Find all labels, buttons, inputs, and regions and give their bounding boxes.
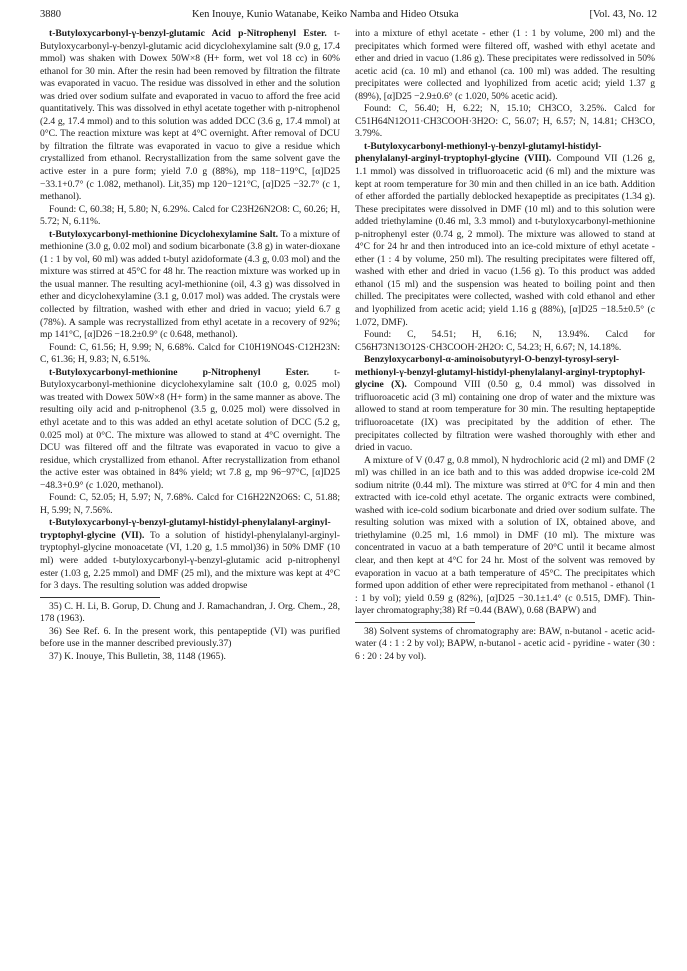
right-body — [355, 28, 655, 618]
footnote-rule — [355, 622, 475, 623]
body-text: Found: C, 52.05; H, 5.97; N, 7.68%. Calcd for C16H22N2O6S: C, 51.88; H, 5.99; N, 7.56%. — [40, 492, 340, 516]
left-body — [40, 28, 340, 593]
paragraph — [40, 492, 340, 517]
paragraph — [355, 354, 655, 454]
body-text: Compound VIII (0.50 g, 0.4 mmol) was dissolved in trifluoroacetic acid (3 ml) containing one drop of water and the mixture was allowed to stand at room temperature for 30 min. The resulting heptapeptide trifluoroacetate (IX) was precipitated by the addition of ether. The precipitates collected by filtration were washed thoroughly with ether and dried in vacuo. — [355, 379, 655, 454]
paragraph — [355, 141, 655, 329]
body-text: into a mixture of ethyl acetate - ether (1 : 1 by volume, 200 ml) and the precipitates which formed were filtered off, washed with ethyl acetate and ether and dried in vacuo (1.86 g). These precipitates were redissolved in 50% acetic acid (ca. 10 ml) and ethanol (ca. 100 ml) was added. The resulting precipitates were collected and lyophilized from acetic acid; yield 1.37 g (89%), [α]D25 −2.9±0.6° (c 1.020, 50% acetic acid). — [355, 28, 655, 102]
body-text: Found: C, 54.51; H, 6.16; N, 13.94%. Calcd for C56H73N13O12S·CH3COOH·2H2O: C, 54.23; H, 6.67; N, 14.18%. — [355, 329, 655, 353]
right-footnotes — [355, 622, 655, 664]
paragraph — [40, 204, 340, 229]
footnote-38: 38) Solvent systems of chromatography are: BAW, n-butanol - acetic acid-water (4 : 1 : 2 by vol); BAPW, n-butanol - acetic acid - pyridine - water (30 : 6 : 20 : 24 by vol). — [355, 625, 655, 662]
footnote-rule — [40, 597, 160, 598]
body-text: To a mixture of methionine (3.0 g, 0.02 mol) and sodium bicarbonate (3.8 g) in water-dioxane (1 : 1 by vol, 60 ml) was added t-butyl azidoformate (4.3 g, 0.03 mol) and the mixture was stirred at 45°C for 48 hr. The reaction mixture was worked up in the usual manner. The resulting acyl-methionine (oil, 4.3 g) was dissolved in ether and dicyclohexylamine (3.1 g, 0.017 mol) was added. The crystals were collected by filtration, washed with ether and dried in vacuo; yield 6.7 g (78%). A sample was recrystallized from ethyl acetate in a recovery of 92%; mp 141°C, [α]D26 −18.2±0.9° (c 0.648, methanol). — [40, 228, 340, 341]
page-number: 3880 — [40, 9, 61, 20]
paragraph — [40, 229, 340, 342]
section-heading: t-Butyloxycarbonyl-methionine p-Nitrophenyl Ester. — [49, 366, 335, 378]
left-column — [40, 28, 340, 663]
body-text: t-Butyloxycarbonyl-γ-benzyl-glutamic acid dicyclohexylamine salt (9.0 g, 17.4 mmol) was shaken with Dowex 50W×8 (H+ form, wet vol 18 cc) in 60% ethanol for 30 min. After the resin had been removed by filtration the filtrate was evaporated in vacuo. The residue was dissolved in ether and the solution was dried over sodium sulfate and evaporated in vacuo to afford the free acid quantitatively. This was dissolved in ethyl acetate together with p-nitrophenol (2.4 g, 17.4 mmol) and to this solution was added DCC (3.6 g, 17.4 mmol) at 0°C. The reaction mixture was kept at 4°C overnight. After removal of DCU by filtration the filtrate was evaporated in vacuo to give a residue which crystallized from ethanol. Recrystallization from the same solvent gave the active ester in a pure form; yield 7.0 g (88%), mp 118−119°C, [α]D25 −33.1+0.7° (c 1.082, methanol). Lit,35) mp 120−121°C, [α]D25 −32.7° (c 1, methanol). — [40, 28, 340, 203]
paragraph — [355, 455, 655, 618]
running-authors: Ken Inouye, Kunio Watanabe, Keiko Namba and Hideo Otsuka — [191, 9, 459, 20]
paragraph — [40, 28, 340, 204]
section-heading: t-Butyloxycarbonyl-methionyl-γ-benzyl-glutamyl-histidyl-phenylalanyl-arginyl-tryptophyl-glycine (VIII). — [355, 140, 602, 165]
paragraph — [40, 342, 340, 367]
section-heading: t-Butyloxycarbonyl-γ-benzyl-glutamic Acid p-Nitrophenyl Ester. — [49, 28, 335, 39]
section-heading: Benzyloxycarbonyl-α-aminoisobutyryl-O-benzyl-tyrosyl-seryl-methionyl-γ-benzyl-glutamyl-histidyl-phenylalanyl-arginyl-tryptophyl-glycine (X). — [355, 354, 646, 391]
footnote-35: 35) C. H. Li, B. Gorup, D. Chung and J. Ramachandran, J. Org. Chem., 28, 178 (1963). — [40, 600, 340, 625]
body-text: Found: C, 60.38; H, 5.80; N, 6.29%. Calcd for C23H26N2O8: C, 60.26; H, 5.72; N, 6.11%. — [40, 203, 340, 228]
footnote-36: 36) See Ref. 6. In the present work, this pentapeptide (VI) was purified before use in the manner described previously.37) — [40, 625, 340, 650]
footnote-37: 37) K. Inouye, This Bulletin, 38, 1148 (1965). — [49, 650, 226, 662]
body-text: To a solution of histidyl-phenylalanyl-arginyl-tryptophyl-glycine monoacetate (VI, 1.20 g, 1.5 mmol)36) in 50% DMF (10 ml) were added t-butyloxycarbonyl-γ-benzyl-glutamic acid p-nitrophenyl ester (1.03 g, 2.25 mmol) and DMF (25 ml), and the mixture was kept at 4°C for 3 days. The resulting solution was added dropwise — [40, 529, 340, 592]
body-text: Found: C, 56.40; H, 6.22; N, 15.10; CH3CO, 3.25%. Calcd for C51H64N12O11·CH3COOH·3H2O: C, 56.07; H, 6.57; N, 14.81; CH3CO, 3.79%. — [355, 103, 655, 140]
paragraph — [355, 103, 655, 141]
body-text: t-Butyloxycarbonyl-methionine dicyclohexylamine salt (10.0 g, 0.025 mol) was treated with Dowex 50W×8 (H+ form) in the same manner as above. The resulting oily acid and p-nitrophenol (3.5 g, 0.025 mol) were dissolved in ethyl acetate and to this was added an ethyl acetate solution of DCC (5.2 g, 0.025 mol) at 0°C. The mixture was allowed to stand at 4°C overnight. The DCU was filtered off and the filtrate was evaporated in vacuo to give a residue, which crystallized from ethanol. After recrystallization from ethanol the active ester was obtained in 84% yield; wt 7.8 g, mp 96−97°C, [α]D25 −48.3+0.9° (c 1.020, methanol). — [40, 366, 340, 491]
paragraph — [40, 367, 340, 492]
right-column — [355, 28, 655, 663]
section-heading: t-Butyloxycarbonyl-methionine Dicyclohexylamine Salt. — [49, 228, 281, 240]
body-text: A mixture of V (0.47 g, 0.8 mmol), N hydrochloric acid (2 ml) and DMF (2 ml) was chilled in an ice bath and to this was added dropwise ice-cold 2M sodium nitrite (0.44 ml). The mixture was stirred at 0°C for 4 min and then extracted with ice-cold ethyl acetate. The organic extracts were combined, washed with ice-cold sodium bicarbonate and dried over sodium sulfate. The resulting solution was mixed with a solution of IX, obtained above, and triethylamine (0.25 ml, 1.6 mmol) in DMF (10 ml). The mixture was concentrated in vacuo at a bath temperature of 20°C until it became almost clear, and then kept at 4°C for 24 hr. Most of the solvent was removed by evaporation in vacuo at a bath temperature of 45°C. The precipitates which formed upon addition of ether were reprecipitated from methanol - ethanol (1 : 1 by vol); yield 0.59 g (82%), [α]D25 −30.1±1.4° (c 0.515, DMF). Thin-layer chromatography;38) Rf =0.44 (BAW), 0.68 (BAPW) and — [355, 454, 655, 617]
section-heading: t-Butyloxycarbonyl-γ-benzyl-glutamyl-histidyl-phenylalanyl-arginyl-tryptophyl-glycine (VII). — [40, 517, 331, 541]
page-header — [40, 9, 657, 25]
paragraph — [355, 28, 655, 103]
body-text: Found: C, 61.56; H, 9.99; N, 6.68%. Calcd for C10H19NO4S·C12H23N: C, 61.36; H, 9.83; N, 6.51%. — [40, 341, 340, 366]
paragraph — [40, 517, 340, 592]
body-text: Compound VII (1.26 g, 1.1 mmol) was dissolved in trifluoroacetic acid (6 ml) and the mixture was kept at room temperature for 30 min and then chilled in an ice bath. Addition of ether afforded the partially deblocked hexapeptide as precipitates (1.34 g). These precipitates were dissolved in DMF (10 ml) and to this solution were added triethylamine (0.46 ml, 3.3 mmol) and t-butyloxycarbonyl-methionine p-nitrophenyl ester (0.74 g, 2 mmol). The mixture was allowed to stand at 4°C for 24 hr and then introduced into an ice-cold mixture of ethyl acetate - ether (1 : 4 by volume, 250 ml). The resulting precipitates were filtered off, washed with ether and dried in vacuo (1.56 g). To this product was added ethanol (15 ml) and the suspension was heated to boiling point and then chilled. The precipitates were collected, washed with cold ethanol and ether and lyophilized from acetic acid; yield 1.16 g (88%), [α]D25 −18.5±0.5° (c 1.072, DMF). — [355, 153, 655, 328]
volume-info: [Vol. 43, No. 12 — [589, 9, 657, 20]
left-footnotes — [40, 597, 340, 664]
paragraph — [355, 329, 655, 354]
